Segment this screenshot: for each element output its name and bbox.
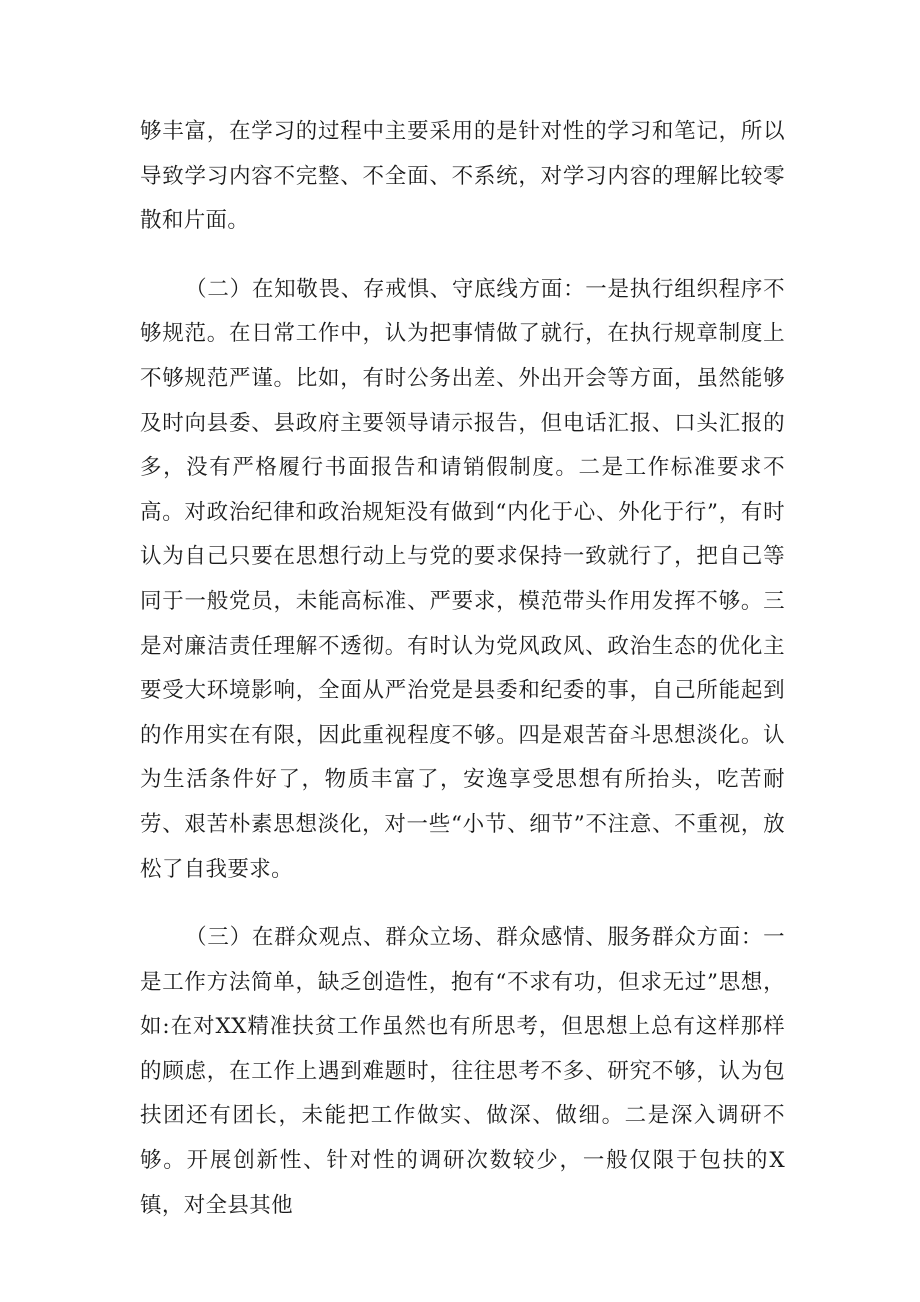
document-page bbox=[140, 110, 785, 1228]
paragraph-section-three: （三）在群众观点、群众立场、群众感情、服务群众方面：一是工作方法简单，缺乏创造性，抱有“不求有功，但求无过”思想，如:在对XX精准扶贫工作虽然也有所思考，但思想上总有这样那样的顾虑，在工作上遇到难题时，往往思考不多、研究不够，认为包扶团还有团长，未能把工作做实、做深、做细。二是深入调研不够。开展创新性、针对性的调研次数较少，一般仅限于包扶的X镇，对全县其他 bbox=[140, 925, 785, 1218]
paragraph-continuation: 够丰富，在学习的过程中主要采用的是针对性的学习和笔记，所以导致学习内容不完整、不全面、不系统，对学习内容的理解比较零散和片面。 bbox=[140, 119, 785, 234]
paragraph-section-two: （二）在知敬畏、存戒惧、守底线方面：一是执行组织程序不够规范。在日常工作中，认为把事情做了就行，在执行规章制度上不够规范严谨。比如，有时公务出差、外出开会等方面，虽然能够及时向县委、县政府主要领导请示报告，但电话汇报、口头汇报的多，没有严格履行书面报告和请销假制度。二是工作标准要求不高。对政治纪律和政治规矩没有做到“内化于心、外化于行”，有时认为自己只要在思想行动上与党的要求保持一致就行了，把自己等同于一般党员，未能高标准、严要求，模范带头作用发挥不够。三是对廉洁责任理解不透彻。有时认为党风政风、政治生态的优化主要受大环境影响，全面从严治党是县委和纪委的事，自己所能起到的作用实在有限，因此重视程度不够。四是艰苦奋斗思想淡化。认为生活条件好了，物质丰富了，安逸享受思想有所抬头，吃苦耐劳、艰苦朴素思想淡化，对一些“小节、细节”不注意、不重视，放松了自我要求。 bbox=[140, 276, 785, 882]
